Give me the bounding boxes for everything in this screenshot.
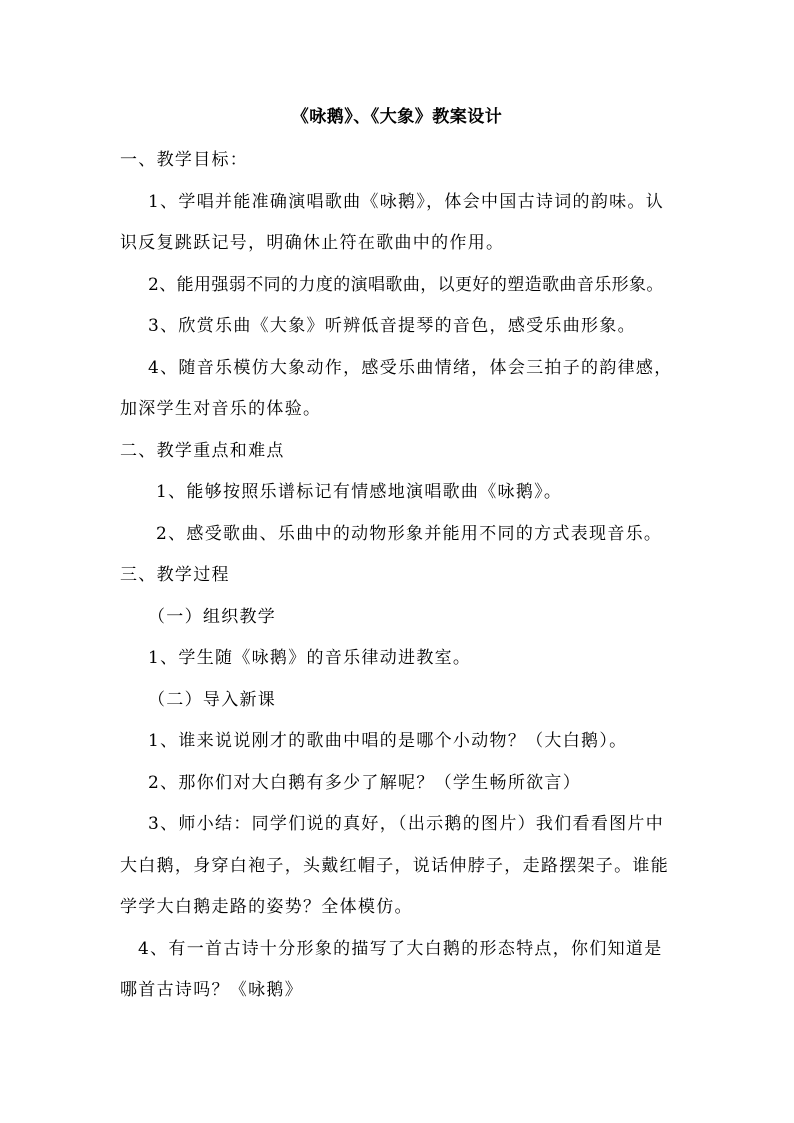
introduction-item-3-line-1: 3、师小结：同学们说的真好，（出示鹅的图片）我们看看图片中 <box>148 814 665 834</box>
objective-2: 2、能用强弱不同的力度的演唱歌曲，以更好的塑造歌曲音乐形象。 <box>148 275 664 295</box>
key-point-2: 2、感受歌曲、乐曲中的动物形象并能用不同的方式表现音乐。 <box>156 524 663 544</box>
objective-1-line-2: 识反复跳跃记号，明确休止符在歌曲中的作用。 <box>120 233 505 253</box>
objective-1-line-1: 1、学唱并能准确演唱歌曲《咏鹅》，体会中国古诗词的韵味。认 <box>148 192 665 212</box>
objective-3: 3、欣赏乐曲《大象》听辨低音提琴的音色，感受乐曲形象。 <box>148 316 636 336</box>
introduction-item-4-line-2: 哪首古诗吗？《咏鹅》 <box>120 980 303 1000</box>
subsection-organize: （一）组织教学 <box>148 607 277 627</box>
introduction-item-2: 2、那你们对大白鹅有多少了解呢？（学生畅所欲言） <box>148 773 582 793</box>
subsection-introduction: （二）导入新课 <box>148 690 277 710</box>
objective-4-line-1: 4、随音乐模仿大象动作，感受乐曲情绪，体会三拍子的韵律感， <box>148 358 673 378</box>
introduction-item-3-line-2: 大白鹅，身穿白袍子，头戴红帽子，说话伸脖子，走路摆架子。谁能 <box>120 856 669 876</box>
introduction-item-1: 1、谁来说说刚才的歌曲中唱的是哪个小动物？（大白鹅）。 <box>148 731 628 751</box>
organize-item-1: 1、学生随《咏鹅》的音乐律动进教室。 <box>148 648 472 668</box>
section-heading-process: 三、教学过程 <box>120 565 230 585</box>
introduction-item-4-line-1: 4、有一首古诗十分形象的描写了大白鹅的形态特点，你们知道是 <box>138 939 663 959</box>
introduction-item-3-line-3: 学学大白鹅走路的姿势？全体模仿。 <box>120 897 413 917</box>
key-point-1: 1、能够按照乐谱标记有情感地演唱歌曲《咏鹅》。 <box>156 482 563 502</box>
section-heading-objectives: 一、教学目标： <box>120 150 249 170</box>
objective-4-line-2: 加深学生对音乐的体验。 <box>120 399 322 419</box>
document-title: 《咏鹅》、《大象》教案设计 <box>291 107 503 127</box>
section-heading-key-points: 二、教学重点和难点 <box>120 441 285 461</box>
